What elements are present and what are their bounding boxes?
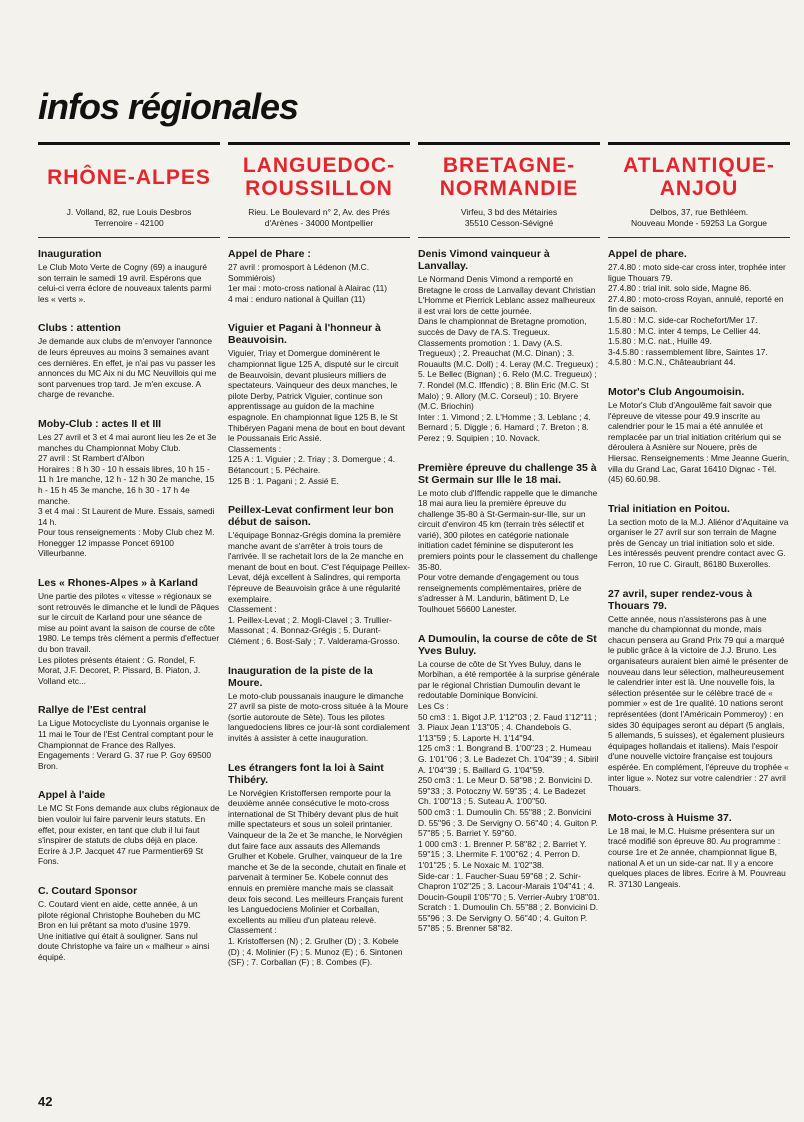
- article-headline: 27 avril, super rendez-vous à Thouars 79.: [608, 587, 753, 612]
- article-body: La course de côte de St Yves Buluy, dans le Morbihan, a été remportée à la surprise générale par le régional Christian Dumoulin devant le redoutable Dominique Bonvicini. Les Cs : 50 cm3 : 1. Bigot J.P. 1'12''03 ; 2. Faud 1'12''11 ; 3. Piaux Jean 1'13''05 ; 4. Chandebois G. 1'13''59 ; 5. Laporte H. 1'14''94. 125 cm3 : 1. Bongrand B. 1'00''23 ; 2. Humeau G. 1'01''06 ; 3. Le Badezet Ch. 1'04''39 ; 4. Sibiril A. 1'04''39 ; 5. Baillard G. 1'04''59. 250 cm3 : 1. Le Meur D. 58''98 ; 2. Bonvicini D. 59''33 ; 3. Potoczny W. 59''35 ; 4. Le Badezet Ch. 1'00''13 ; 5. Suteau A. 1'00''50. 500 cm3 : 1. Dumoulin Ch. 55''88 ; 2. Bonvicini D. 55''96 ; 3. De Servigny O. 56''40 ; 4. Guiton P. 57''85 ; 5. Barriet Y. 59''60. 1 000 cm3 : 1. Brenner P. 58''82 ; 2. Barriet Y. 59''15 ; 3. Lhermite F. 1'00''62 ; 4. Perron D. 1'01''25 ; 5. Le Noxaic M. 1'02''38. Side-car : 1. Faucher-Suau 59''68 ; 2. Schir-Chapron 1'02''25 ; 3. Lacour-Marais 1'04''41 ; 4. Doucin-Goupil 1'05''70 ; 5. Verrier-Aubry 1'08''01. Scratch : 1. Dumoulin Ch. 55''88 ; 2. Bonvicini D. 55''96 ; 3. De Servigny O. 56''40 ; 4. Guiton P. 57''85 ; 5. Brenner 58''82.: [418, 658, 600, 934]
- article-body: Les 27 avril et 3 et 4 mai auront lieu les 2e et 3e manches du Championnat Moby Club. 27 avril : St Rambert d'Albon Horaires : 8 h 30 - 10 h essais libres, 10 h 15 - 11 h 1re manche, 12 h - 12 h 30 2e manche, 15 h - 15 h 45 3e manche, 16 h 30 - 17 h 4e manche. 3 et 4 mai : St Laurent de Mure. Essais, samedi 14 h. Pour tous renseignements : Moby Club chez M. Honegger 12 impasse Poncet 69100 Villeurbanne.: [38, 431, 217, 559]
- article: [228, 665, 410, 744]
- article: [38, 885, 220, 963]
- article-body: Le MC St Fons demande aux clubs régionaux de bien vouloir lui faire parvenir leurs statuts. En effet, pour exister, en tant que club il lui faut s'inspirer de statuts de clubs déjà en place. Ecrire à J.P. Jacquet 47 rue Parmentier69 St Fons.: [38, 803, 220, 867]
- article-headline: Appel à l'aide: [38, 789, 106, 802]
- correspondent-contact: Virfeu, 3 bd des Métairies 35510 Cesson-Sévigné: [418, 207, 600, 238]
- article-body: Le moto-club poussanais inaugure le dimanche 27 avril sa piste de moto-cross située à la Moure (sortie autoroute de Sète). Tous les pilotes languedociens libres ce jour-là sont cordialement invités à assister à cette inauguration.: [228, 690, 410, 743]
- article-body: Le moto club d'Iffendic rappelle que le dimanche 18 mai aura lieu la première épreuve du challenge 35-80 à St-Germain-sur-Ille, sur un circuit d'environ 45 km (terrain très sélectif et varié), 300 pilotes en catégorie nationale initiation cadet féminine se disputeront les premiers points pour le classement du challenge 35-80. Pour votre demande d'engagement ou tous renseignements complémentaires, prière de s'adresser à M. Landurin, bâtiment D, Le Toulhouet 56600 Lanester.: [418, 487, 598, 615]
- article: [608, 588, 790, 794]
- article: [418, 248, 600, 444]
- correspondent-contact: Delbos, 37, rue Bethléem. Nouveau Monde - 59253 La Gorgue: [608, 207, 790, 238]
- article-headline: Viguier et Pagani à l'honneur à Beauvoisin.: [228, 322, 381, 347]
- page-number: 42: [38, 1094, 53, 1109]
- article-body: Je demande aux clubs de m'envoyer l'annonce de leurs épreuves au moins 3 semaines avant ces dernières. En effet, je n'ai pas vu passer les annonces du MC Aix ni du MC Neuvillois qui me sont parvenues trop tard. Je m'en excuse. A charge de revanche.: [38, 336, 217, 400]
- article-headline: Clubs : attention: [38, 322, 121, 335]
- page-title: infos régionales: [38, 86, 299, 127]
- article-headline: Les étrangers font la loi à Saint Thibéry.: [228, 761, 384, 786]
- article-body: L'équipage Bonnaz-Grégis domina la première manche avant de s'arrêter à trois tours de l'arrivée. Il se rachetait lors de la 2e manche en menant de bout en bout. C'est l'équipage Peillex-Levat, déjà excellent à Salindres, qui remporta l'épreuve de Beauvoisin grâce à une régularité exemplaire. Classement : 1. Peillex-Levat ; 2. Mogli-Clavel ; 3. Trullier-Massonat ; 4. Bonnaz-Grégis ; 5. Durant-Clément ; 6. Bost-Saly ; 7. Valderama-Grosso.: [228, 530, 410, 647]
- article-body: Le 18 mai, le M.C. Huisme présentera sur un tracé modifié son épreuve 80. Au programme : course 1re et 2e année, championnat ligue B, national A et un un side-car nat. Il y a encore quelques places de libres. Ecrire à M. Pouvreau R. 37130 Langeais.: [608, 825, 786, 889]
- article-headline: Inauguration de la piste de la Moure.: [228, 664, 373, 689]
- article-headline: Rallye de l'Est central: [38, 704, 147, 717]
- article-list: [418, 238, 600, 934]
- article: [608, 812, 790, 890]
- article-body: 27 avril : promosport à Lédenon (M.C. Sommiérois) 1er mai : moto-cross national à Alairac (11) 4 mai : enduro national à Quillan (11): [228, 262, 388, 304]
- article: [608, 248, 790, 368]
- region-title: LANGUEDOC- ROUSSILLON: [242, 154, 396, 200]
- column-rhone-alpes: [38, 142, 220, 1102]
- column-atlantique-anjou: [608, 142, 790, 1102]
- article-body: Le Norvégien Kristoffersen remporte pour la deuxième année consécutive le moto-cross international de St Thibéry devant plus de huit mille spectateurs et sous un soleil printanier. Vainqueur de la 2e et 3e manche, le Norvégien dut faire face aux assauts des Allemands Grulher et Kobele. Grulher, vainqueur de la 1re manche et 3e de la seconde, chutait en finale et parvenait à terminer 5e. Kobele connut des ennuis en première manche mais se classait deux fois second. Les meilleurs Français furent les Languedociens Molinier et Corballan, excellents au milieu d'un plateau relevé. Classement : 1. Kristoffersen (N) ; 2. Grulher (D) ; 3. Kobele (D) ; 4. Molinier (F) ; 5. Munoz (E) ; 6. Sintonen (SF) ; 7. Corballan (F) ; 8. Combes (F).: [228, 787, 406, 968]
- article-body: Cette année, nous n'assisterons pas à une manche du championnat du monde, mais chacun pensera au Grand Prix 79 qui a marqué le public grâce à la victoire de J.J. Bruno. Les organisateurs auraient bien aimé le présenter de nouveau dans leur sélection, malheureusement le calendrier inter est là. Une nouvelle fois, la sélection présentée sur le célèbre tracé de « pommier » est de 1re qualité. 10 nations seront représentées (dont l'Américain Pommeroy) : en sides 30 équipages seront au départ (5 anglais, 5 allemands, 5 suisses), et également plusieurs équipages hollandais et italiens). Mais l'espoir d'une nouvelle victoire française est toujours espérée. En complément, l'épreuve du trophée « inter ligue ». Notez sur votre calendrier : 27 avril Thouars.: [608, 613, 789, 794]
- column-languedoc-roussillon: [228, 142, 410, 1102]
- article-headline: Les « Rhones-Alpes » à Karland: [38, 577, 198, 590]
- article: [608, 503, 790, 570]
- article-headline: Inauguration: [38, 248, 102, 260]
- article-body: Viguier, Triay et Domergue dominèrent le championnat ligue 125 A, disputé sur le circuit de Beauvoisin, devant plusieurs milliers de spectateurs. Vainqueur des deux manches, le pilote Derby, Patrick Viguier, continue son apprentissage au guidon de la machine espagnole. En championnat ligue 125 B, le St Thibéryen Pagani mena de bout en bout devant le Poussanais Eric Assié. Classements : 125 A : 1. Viguier ; 2. Triay ; 3. Domergue ; 4. Bétancourt ; 5. Péchaire. 125 B : 1. Pagani ; 2. Assié E.: [228, 348, 405, 486]
- article: [38, 704, 220, 771]
- column-bretagne-normandie: [418, 142, 600, 1102]
- article: [38, 322, 220, 400]
- article: [228, 322, 410, 486]
- article: [38, 248, 220, 304]
- article: [608, 386, 790, 485]
- article-body: La section moto de la M.J. Aliénor d'Aquitaine va organiser le 27 avril sur son terrain de Magne près de Gencay un trial initiation solo et side. Les intéressés peuvent prendre contact avec G. Ferron, 10 rue C. Girault, 86180 Buxerolles.: [608, 516, 789, 570]
- article-headline: Première épreuve du challenge 35 à St Germain sur Ille le 18 mai.: [418, 461, 597, 486]
- article: [38, 577, 220, 686]
- article-body: La Ligue Motocycliste du Lyonnais organise le 11 mai le Tour de l'Est Central comptant pour le Championnat de France des Rallyes. Engagements : Verard G. 37 rue P. Goy 69500 Bron.: [38, 718, 214, 771]
- region-columns: [38, 142, 790, 1102]
- region-title: RHÔNE-ALPES: [47, 165, 211, 189]
- article-headline: Appel de phare.: [608, 248, 687, 260]
- region-title: ATLANTIQUE- ANJOU: [623, 154, 775, 200]
- article-headline: Moto-cross à Huisme 37.: [608, 811, 732, 824]
- article-list: [38, 238, 220, 963]
- article-headline: A Dumoulin, la course de côte de St Yves Buluy.: [418, 632, 597, 657]
- article-headline: Motor's Club Angoumoisin.: [608, 385, 745, 398]
- article-headline: C. Coutard Sponsor: [38, 884, 138, 897]
- article: [38, 418, 220, 559]
- article: [418, 633, 600, 934]
- article: [228, 762, 410, 968]
- article-headline: Peillex-Levat confirment leur bon début de saison.: [228, 504, 394, 529]
- article: [418, 462, 600, 615]
- correspondent-contact: J. Volland, 82, rue Louis Desbros Terrenoire - 42100: [38, 207, 220, 238]
- article: [228, 504, 410, 647]
- article-body: Le Motor's Club d'Angoulême fait savoir que l'épreuve de vitesse pour 49.9 inscrite au calendrier pour le 15 mai a été annulée et remplacée par un trial initiation critérium qui se déroulera à Asnière sur Nouere, près de Hiersac. Renseignements : Mme Jeanne Guerin, villa du Grand Lac, Garat 16410 Dignac - Tél. (45) 60.60.98.: [608, 399, 790, 485]
- article-body: Le Normand Denis Vimond a remporté en Bretagne le cross de Lanvallay devant Christian L'Homme et Pierrick Leblanc assez malheureux il est vrai lors de cette journée. Dans le championnat de Bretagne promotion, succès de Davy de l'A.S. Tregueux. Classements promotion : 1. Davy (A.S. Tregueux) ; 2. Preauchat (M.C. Dinan) ; 3. Rouaults (M.C. Doll) ; 4. Leray (M.C. Tregueux) ; 5. Le Bellec (Bignan) ; 6. Relo (M.C. Tregueux) ; 7. Rondel (M.C. Iffendic) ; 8. Blin Eric (M.C. St Malo) ; 9. Allory (M.C. Corseul) ; 10. Bryere (M.C. Briochin) Inter : 1. Vimond ; 2. L'Homme ; 3. Leblanc ; 4. Bernard ; 5. Diggle ; 6. Hamard ; 7. Breton ; 8. Perez ; 9. Squipien ; 10. Novack.: [418, 274, 599, 443]
- article-body: C. Coutard vient en aide, cette année, à un pilote régional Christophe Bouheben du MC Bron en lui prêtant sa moto d'usine 1979. Une initiative qui était à souligner. Sans nul doute Christophe va faire un « malheur » ainsi équipé.: [38, 898, 210, 962]
- article-headline: Moby-Club : actes II et III: [38, 417, 162, 430]
- article-list: [608, 238, 790, 889]
- article-body: Une partie des pilotes « vitesse » régionaux se sont retrouvés le dimanche et le lundi de Pâques sur le circuit de Karland pour une séance de mise au point avant la saison de course de côte 1980. Le temps très clément a permis d'effectuer du bon travail. Les pilotes présents étaient : G. Rondel, F. Morat, J.F. Decoret, P. Pissard, B. Piaton, J. Volland etc...: [38, 591, 220, 686]
- article: [38, 789, 220, 867]
- article: [228, 248, 410, 304]
- article-headline: Denis Vimond vainqueur à Lanvallay.: [418, 248, 550, 272]
- correspondent-contact: Rieu. Le Boulevard n° 2, Av. des Prés d'Arènes - 34000 Montpellier: [228, 207, 410, 238]
- article-headline: Trial initiation en Poitou.: [608, 502, 730, 515]
- region-title: BRETAGNE- NORMANDIE: [439, 154, 579, 200]
- article-headline: Appel de Phare :: [228, 248, 311, 260]
- article-body: Le Club Moto Verte de Cogny (69) a inauguré son terrain le samedi 19 avril. Espérons que celui-ci verra éclore de nouveaux talents parmi les « verts ».: [38, 262, 212, 304]
- article-body: 27.4.80 : moto side-car cross inter, trophée inter ligue Thouars 79. 27.4.80 : trial init. solo side, Magne 86. 27.4.80 : moto-cross Royan, annulé, reporté en fin de saison. 1.5.80 : M.C. side-car Rochefort/Mer 17. 1.5.80 : M.C. inter 4 temps, Le Cellier 44. 1.5.80 : M.C. nat., Huille 49. 3-4.5.80 : rassemblement libre, Saintes 17. 4.5.80 : M.C.N., Châteaubriant 44.: [608, 262, 786, 368]
- article-list: [228, 238, 410, 968]
